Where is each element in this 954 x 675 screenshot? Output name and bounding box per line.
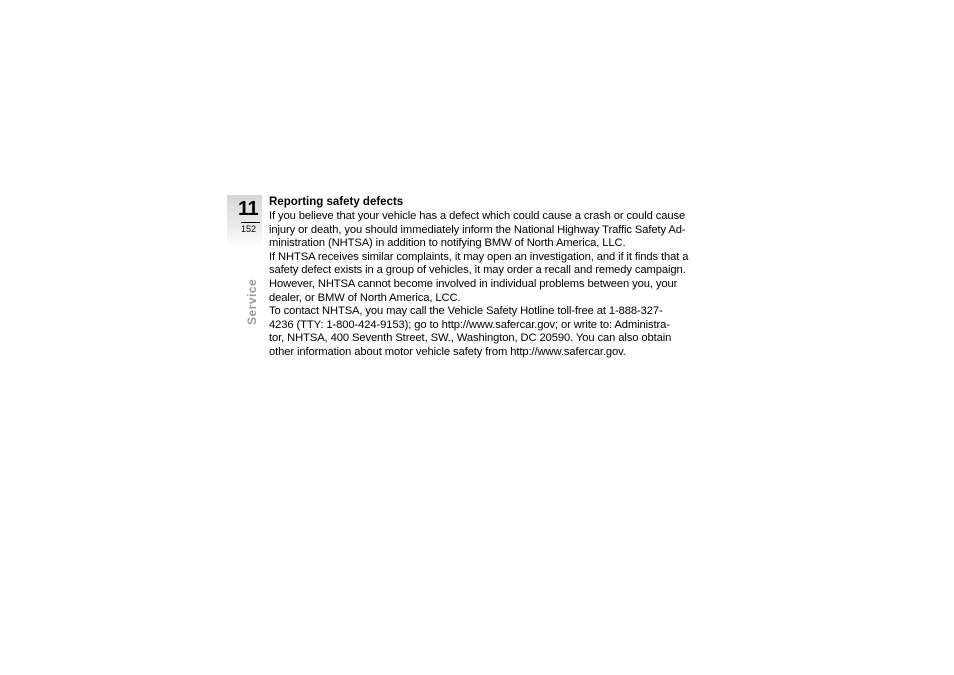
section-label: Service bbox=[245, 278, 259, 325]
text-line: If NHTSA receives similar complaints, it may open an investigation, and if it finds that a bbox=[269, 250, 689, 263]
paragraph-contact-nhtsa bbox=[269, 305, 699, 359]
text-line: other information about motor vehicle safety from http://www.safercar.gov. bbox=[269, 345, 626, 358]
text-line: 4236 (TTY: 1-800-424-9153); go to http://www.safercar.gov; or write to: Administra- bbox=[269, 318, 670, 331]
text-line: However, NHTSA cannot become involved in individual problems between you, your bbox=[269, 277, 678, 290]
chapter-divider bbox=[241, 222, 260, 223]
text-line: ministration (NHTSA) in addition to notifying BMW of North America, LLC. bbox=[269, 237, 626, 250]
page-number: 152 bbox=[241, 224, 257, 234]
text-line: safety defect exists in a group of vehicles, it may order a recall and remedy campaign. bbox=[269, 264, 686, 277]
text-line: dealer, or BMW of North America, LCC. bbox=[269, 291, 461, 304]
article-content bbox=[269, 195, 699, 360]
text-line: To contact NHTSA, you may call the Vehicle Safety Hotline toll-free at 1-888-327- bbox=[269, 305, 663, 318]
paragraph-defect-report bbox=[269, 210, 699, 251]
chapter-number: 11 bbox=[238, 198, 259, 220]
paragraph-nhtsa-investigation bbox=[269, 251, 699, 305]
text-line: If you believe that your vehicle has a defect which could cause a crash or could cause bbox=[269, 210, 686, 222]
text-line: tor, NHTSA, 400 Seventh Street, SW., Washington, DC 20590. You can also obtain bbox=[269, 332, 672, 345]
text-line: injury or death, you should immediately inform the National Highway Traffic Safety Ad- bbox=[269, 223, 686, 236]
article-heading: Reporting safety defects bbox=[269, 196, 404, 208]
